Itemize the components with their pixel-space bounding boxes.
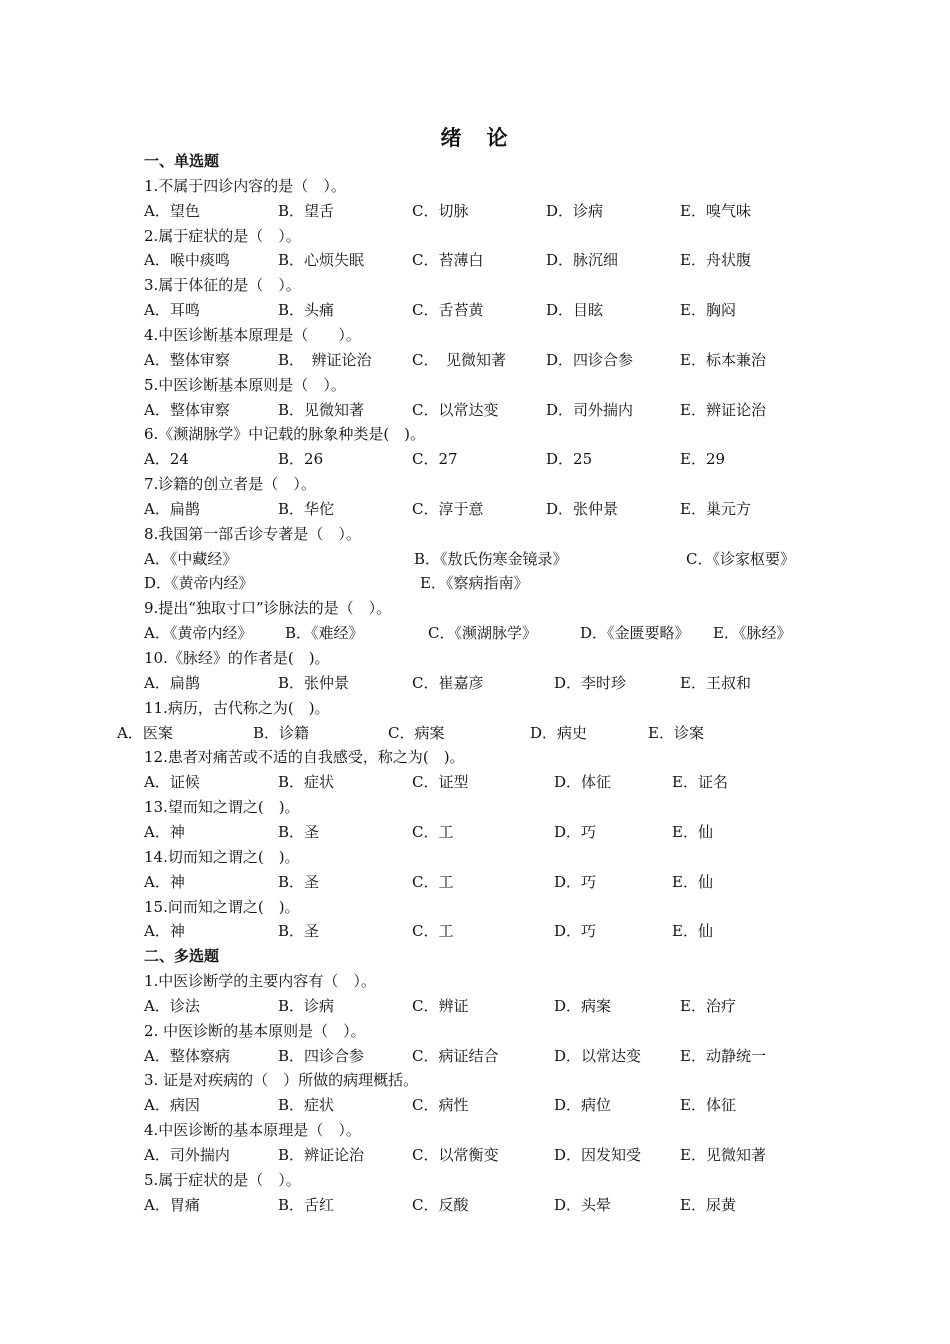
question-stem: 13.望而知之谓之( )。 bbox=[144, 798, 300, 817]
answer-option: C．病性 bbox=[412, 1096, 469, 1115]
question-stem: 1.中医诊断学的主要内容有（ ）。 bbox=[144, 972, 376, 991]
question-stem: 3. 证是对疾病的（ ）所做的病理概括。 bbox=[144, 1071, 419, 1090]
answer-option: A．证候 bbox=[144, 773, 200, 792]
answer-option: E．证名 bbox=[672, 773, 728, 792]
answer-option: D．司外揣内 bbox=[546, 400, 634, 419]
question-stem: 8.我国第一部舌诊专著是（ ）。 bbox=[144, 524, 361, 543]
answer-option: B．心烦失眠 bbox=[278, 251, 365, 270]
answer-option: D．李时珍 bbox=[554, 673, 627, 692]
answer-option: E．动静统一 bbox=[680, 1046, 766, 1065]
answer-option: D．病位 bbox=[554, 1096, 612, 1115]
answer-option: B．头痛 bbox=[278, 301, 335, 320]
answer-option: B．诊病 bbox=[278, 996, 335, 1015]
answer-option: A．病因 bbox=[144, 1096, 200, 1115]
answer-option: B．四诊合参 bbox=[278, 1046, 365, 1065]
question-stem: 3.属于体征的是（ ）。 bbox=[144, 276, 301, 295]
answer-option: A．整体审察 bbox=[144, 400, 230, 419]
question-stem: 11.病历，古代称之为( )。 bbox=[144, 698, 330, 717]
answer-option: A．喉中痰鸣 bbox=[144, 251, 230, 270]
answer-option: A．医案 bbox=[117, 723, 173, 742]
answer-option: A．整体审察 bbox=[144, 350, 230, 369]
answer-option: A．《黄帝内经》 bbox=[144, 624, 253, 643]
answer-option: C．《诊家枢要》 bbox=[686, 549, 795, 568]
answer-option: C．淳于意 bbox=[412, 499, 484, 518]
question-stem: 5.属于症状的是（ ）。 bbox=[144, 1170, 301, 1189]
answer-option: A．司外揣内 bbox=[144, 1146, 230, 1164]
answer-option: A．耳鸣 bbox=[144, 301, 200, 320]
answer-option: A．神 bbox=[144, 822, 185, 841]
answer-option: D．以常达变 bbox=[554, 1046, 642, 1065]
answer-option: E．巢元方 bbox=[680, 499, 751, 518]
answer-option: E．辨证论治 bbox=[680, 400, 766, 419]
answer-option: E．王叔和 bbox=[680, 673, 751, 692]
question-stem: 5.中医诊断基本原则是（ ）。 bbox=[144, 375, 346, 394]
answer-option: E．嗅气味 bbox=[680, 201, 751, 220]
answer-option: C．舌苔黄 bbox=[412, 301, 484, 320]
answer-option: B． 辨证论治 bbox=[278, 350, 372, 369]
answer-option: A．扁鹊 bbox=[144, 499, 200, 518]
answer-option: E．治疗 bbox=[680, 996, 736, 1015]
question-stem: 2.属于症状的是（ ）。 bbox=[144, 226, 301, 245]
answer-option: A．望色 bbox=[144, 201, 200, 220]
answer-option: B．圣 bbox=[278, 822, 320, 841]
answer-option: E．舟状腹 bbox=[680, 251, 751, 270]
question-stem: 9.提出“独取寸口”诊脉法的是（ ）。 bbox=[144, 599, 392, 618]
answer-option: D．四诊合参 bbox=[546, 350, 634, 369]
answer-option: B．见微知著 bbox=[278, 400, 365, 419]
question-stem: 1.不属于四诊内容的是（ ）。 bbox=[144, 176, 346, 195]
answer-option: E．仙 bbox=[672, 822, 713, 841]
section-heading: 二、多选题 bbox=[144, 947, 220, 966]
question-stem: 7.诊籍的创立者是（ ）。 bbox=[144, 475, 316, 494]
answer-option: E．见微知著 bbox=[680, 1146, 766, 1164]
question-stem: 12.患者对痛苦或不适的自我感受，称之为( )。 bbox=[144, 748, 465, 767]
answer-option: C．崔嘉彦 bbox=[412, 673, 484, 692]
answer-option: D．因发知受 bbox=[554, 1146, 642, 1164]
answer-option: A．神 bbox=[144, 872, 185, 891]
answer-option: B．华佗 bbox=[278, 499, 335, 518]
answer-option: D．头晕 bbox=[554, 1195, 612, 1214]
answer-option: D．病案 bbox=[554, 996, 612, 1015]
answer-option: D．张仲景 bbox=[546, 499, 619, 518]
question-stem: 6.《濒湖脉学》中记载的脉象种类是( )。 bbox=[144, 425, 426, 444]
answer-option: A．神 bbox=[144, 922, 185, 941]
answer-option: B．圣 bbox=[278, 872, 320, 891]
answer-option: B．张仲景 bbox=[278, 673, 350, 692]
answer-option: C．以常达变 bbox=[412, 400, 499, 419]
answer-option: A．扁鹊 bbox=[144, 673, 200, 692]
answer-option: D．诊病 bbox=[546, 201, 604, 220]
answer-option: A．胃痛 bbox=[144, 1195, 200, 1214]
answer-option: E．仙 bbox=[672, 922, 713, 941]
answer-option: C．工 bbox=[412, 922, 454, 941]
answer-option: E．尿黄 bbox=[680, 1195, 736, 1214]
answer-option: A．24 bbox=[144, 450, 189, 469]
answer-option: C．工 bbox=[412, 822, 454, 841]
answer-option: B．舌红 bbox=[278, 1195, 335, 1214]
answer-option: E．29 bbox=[680, 450, 726, 469]
answer-option: E．《察病指南》 bbox=[420, 574, 529, 593]
answer-option: D．《黄帝内经》 bbox=[144, 574, 254, 593]
answer-option: C． 见微知著 bbox=[412, 350, 506, 369]
answer-option: D．巧 bbox=[554, 922, 597, 941]
answer-option: D．脉沉细 bbox=[546, 251, 619, 270]
answer-option: A．《中藏经》 bbox=[144, 549, 238, 568]
question-stem: 4.中医诊断基本原理是（ ）。 bbox=[144, 325, 361, 344]
answer-option: A．整体察病 bbox=[144, 1046, 230, 1065]
answer-option: B．辨证论治 bbox=[278, 1146, 365, 1164]
answer-option: B．26 bbox=[278, 450, 324, 469]
answer-option: D．巧 bbox=[554, 872, 597, 891]
answer-option: E．仙 bbox=[672, 872, 713, 891]
answer-option: C．病证结合 bbox=[412, 1046, 499, 1065]
answer-option: C．证型 bbox=[412, 773, 469, 792]
answer-option: D．25 bbox=[546, 450, 593, 469]
answer-option: E．胸闷 bbox=[680, 301, 736, 320]
answer-option: E．标本兼治 bbox=[680, 350, 766, 369]
answer-option: B．《敖氏伤寒金镜录》 bbox=[414, 549, 568, 568]
answer-option: B．症状 bbox=[278, 773, 335, 792]
answer-option: C．以常衡变 bbox=[412, 1146, 499, 1164]
answer-option: E．《脉经》 bbox=[713, 624, 792, 643]
answer-option: A．诊法 bbox=[144, 996, 200, 1015]
answer-option: C．《濒湖脉学》 bbox=[428, 624, 537, 643]
question-stem: 2. 中医诊断的基本原则是（ ）。 bbox=[144, 1021, 366, 1040]
answer-option: C．反酸 bbox=[412, 1195, 469, 1214]
answer-option: D．病史 bbox=[530, 723, 588, 742]
answer-option: B．症状 bbox=[278, 1096, 335, 1115]
answer-option: C．病案 bbox=[388, 723, 445, 742]
section-heading: 一、单选题 bbox=[144, 152, 220, 170]
answer-option: D．巧 bbox=[554, 822, 597, 841]
question-stem: 14.切而知之谓之( )。 bbox=[144, 847, 300, 866]
answer-option: B．《难经》 bbox=[285, 624, 364, 643]
answer-option: C．苔薄白 bbox=[412, 251, 484, 270]
answer-option: D．《金匮要略》 bbox=[580, 624, 690, 643]
answer-option: C．辨证 bbox=[412, 996, 469, 1015]
answer-option: B．诊籍 bbox=[253, 723, 310, 742]
answer-option: D．目眩 bbox=[546, 301, 604, 320]
page-title: 绪 论 bbox=[440, 125, 510, 150]
answer-option: C．切脉 bbox=[412, 201, 469, 220]
answer-option: C．工 bbox=[412, 872, 454, 891]
answer-option: B．圣 bbox=[278, 922, 320, 941]
answer-option: D．体征 bbox=[554, 773, 612, 792]
answer-option: C．27 bbox=[412, 450, 458, 469]
answer-option: B．望舌 bbox=[278, 201, 335, 220]
answer-option: E．体征 bbox=[680, 1096, 736, 1115]
answer-option: E．诊案 bbox=[648, 723, 704, 742]
question-stem: 4.中医诊断的基本原理是（ ）。 bbox=[144, 1121, 361, 1140]
question-stem: 15.问而知之谓之( )。 bbox=[144, 897, 300, 916]
question-stem: 10.《脉经》的作者是( )。 bbox=[144, 649, 330, 667]
